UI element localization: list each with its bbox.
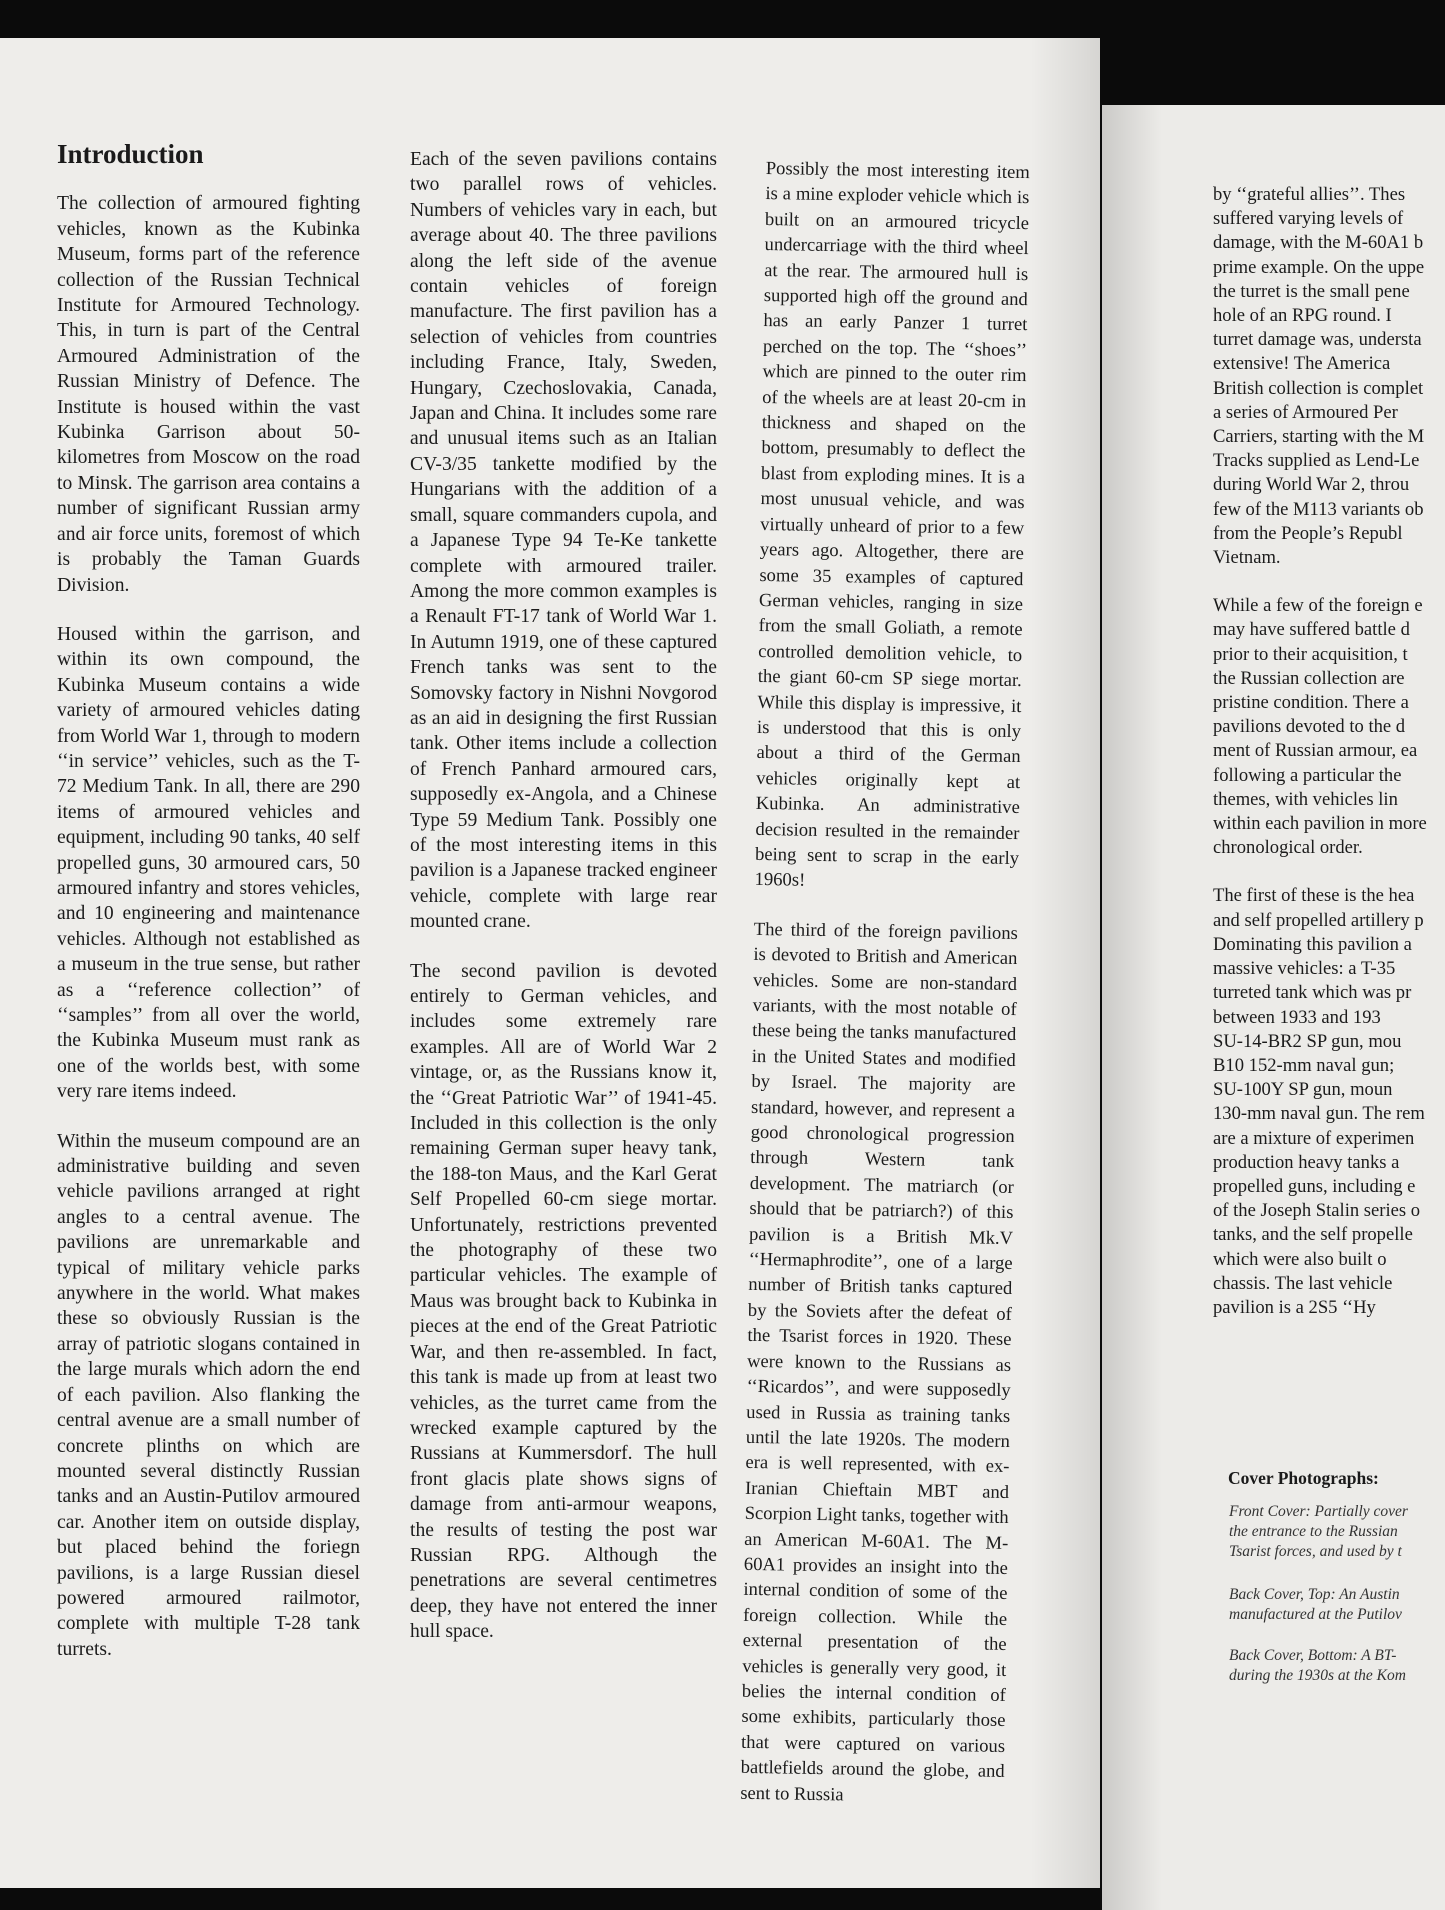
text-line: the Russian collection are <box>1213 667 1405 689</box>
text-line: following a particular the <box>1213 764 1402 786</box>
caption-line: Front Cover: Partially cover <box>1229 1503 1408 1520</box>
text-line: few of the M113 variants ob <box>1213 498 1424 520</box>
text-line: are a mixture of experimen <box>1213 1127 1415 1149</box>
text-line: from the People’s Republ <box>1213 522 1403 544</box>
text-line: British collection is complet <box>1213 377 1424 399</box>
text-line: propelled guns, including e <box>1213 1175 1416 1197</box>
text-line: SU-100Y SP gun, moun <box>1213 1079 1393 1101</box>
text-line: production heavy tanks a <box>1213 1151 1400 1173</box>
paragraph: The second pavilion is devoted entirely to German vehicles, and includes some extremely rare examples. All are of World War 2 vintage, or, as the Russians know it, the ‘‘Great Patriotic War’’ of 1941-45. Included in this collection is the only remaining German super heavy tank, the 188-ton Maus, and the Karl Gerat Self Propelled 60-cm siege mortar. Unfortunately, restrictions prevented the photography of these two particular vehicles. The example of Maus was brought back to Kubinka in pieces at the end of the Great Patriotic War, and then re-assembled. In fact, this tank is made up from at least two vehicles, as the turret came from the wrecked example captured by the Russians at Kummersdorf. The hull front glacis plate shows signs of damage from anti-armour weapons, the results of testing the post war Russian RPG. Although the penetrations are several centimetres deep, they have not entered the inner hull space. <box>410 960 717 1643</box>
text-line: of the Joseph Stalin series o <box>1213 1200 1421 1222</box>
text-line: which were also built o <box>1213 1248 1387 1270</box>
caption-line: Tsarist forces, and used by t <box>1229 1543 1402 1560</box>
caption-line: Back Cover, Top: An Austin <box>1229 1586 1400 1603</box>
text-line: themes, with vehicles lin <box>1213 788 1398 810</box>
text-line: and self propelled artillery p <box>1213 909 1424 931</box>
text-line: prime example. On the uppe <box>1213 256 1425 278</box>
text-line: during World War 2, throu <box>1213 474 1410 496</box>
cover-caption-front <box>1229 1502 1408 1562</box>
text-line: ment of Russian armour, ea <box>1213 740 1418 762</box>
caption-line: during the 1930s at the Kom <box>1229 1667 1406 1684</box>
cover-caption-back-top <box>1229 1585 1402 1625</box>
text-column-4 <box>1213 183 1445 1344</box>
text-line: damage, with the M-60A1 b <box>1213 232 1424 254</box>
text-line: hole of an RPG round. I <box>1213 305 1392 327</box>
text-line: Vietnam. <box>1213 547 1281 569</box>
paragraph: Housed within the garrison, and within its own compound, the Kubinka Museum contains a wide variety of armoured vehicles dating from World War 1, through to modern ‘‘in service’’ vehicles, such as the T-72 Medium Tank. In all, there are 290 items of armoured vehicles and equipment, including 90 tanks, 40 self propelled guns, 30 armoured cars, 50 armoured infantry and stores vehicles, and 10 engineering and maintenance vehicles. Although not established as a museum in the true sense, but rather as a ‘‘reference collection’’ of ‘‘samples’’ from all over the world, the Kubinka Museum must rank as one of the worlds best, with some very rare items indeed. <box>57 623 360 1103</box>
text-line: pavilion is a 2S5 ‘‘Hy <box>1213 1296 1376 1318</box>
text-line: chassis. The last vehicle <box>1213 1272 1393 1294</box>
cover-photographs-title: Cover Photographs: <box>1228 1468 1379 1488</box>
text-line: pristine condition. There a <box>1213 692 1409 714</box>
text-line: turret damage was, understa <box>1213 329 1422 351</box>
text-line: B10 152-mm naval gun; <box>1213 1054 1395 1076</box>
text-line: The first of these is the hea <box>1213 885 1415 907</box>
paragraph: The third of the foreign pavilions is devoted to British and American vehicles. Some are non-standard variants, with the most notable of these being the tanks manufactured in the United States and modified by Israel. The majority are standard, however, and represent a good chronological progression through Western tank development. The matriarch (or should that be patriarch?) of this pavilion is a British Mk.V ‘‘Hermaphrodite’’, one of a large number of British tanks captured by the Soviets after the defeat of the Tsarist forces in 1920. These were known to the Russians as ‘‘Ricardos’’, and were supposedly used in Russia as training tanks until the late 1920s. The modern era is well represented, with ex-Iranian Chieftain MBT and Scorpion Light tanks, together with an American M-60A1. The M-60A1 provides an insight into the internal condition of some of the foreign collection. While the external presentation of the vehicles is generally very good, it belies the internal condition of some exhibits, particularly those that were captured on various battlefields around the globe, and sent to Russia <box>740 918 1018 1806</box>
text-line: chronological order. <box>1213 837 1363 859</box>
text-line: prior to their acquisition, t <box>1213 643 1408 665</box>
paragraph <box>1213 594 1445 860</box>
text-line: the turret is the small pene <box>1213 280 1410 302</box>
text-line: SU-14-BR2 SP gun, mou <box>1213 1030 1402 1052</box>
text-line: by ‘‘grateful allies’’. Thes <box>1213 184 1406 205</box>
caption-line: the entrance to the Russian <box>1229 1523 1398 1540</box>
text-line: may have suffered battle d <box>1213 619 1410 641</box>
paragraph <box>1213 183 1445 570</box>
paragraph: Possibly the most interesting item is a mine exploder vehicle which is built on an armoured tricycle undercarriage with the third wheel at the rear. The armoured hull is supported high off the ground and has an early Panzer 1 turret perched on the top. The ‘‘shoes’’ which are pinned to the outer rim of the wheels are at least 20-cm in thickness and shaped on the bottom, presumably to deflect the blast from exploding mines. It is a most unusual vehicle, and was virtually unheard of prior to a few years ago. Altogether, there are some 35 examples of captured German vehicles, ranging in size from the small Goliath, a remote controlled demolition vehicle, to the giant 60-cm SP siege mortar. While this display is impressive, it is understood that this is only about a third of the German vehicles originally kept at Kubinka. An administrative decision resulted in the remainder being sent to scrap in the early 1960s! <box>754 157 1030 892</box>
text-line: between 1933 and 193 <box>1213 1006 1381 1028</box>
text-line: Tracks supplied as Lend-Le <box>1213 450 1420 472</box>
paragraph: The collection of armoured fighting vehicles, known as the Kubinka Museum, forms part of the reference collection of the Russian Technical Institute for Armoured Technology. This, in turn is part of the Central Armoured Administration of the Russian Ministry of Defence. The Institute is housed within the vast Kubinka Garrison about 50-kilometres from Moscow on the road to Minsk. The garrison area contains a number of significant Russian army and air force units, foremost of which is probably the Taman Guards Division. <box>57 193 360 596</box>
text-line: tanks, and the self propelle <box>1213 1224 1413 1246</box>
text-line: 130-mm naval gun. The rem <box>1213 1103 1425 1125</box>
text-line: extensive! The America <box>1213 353 1391 375</box>
text-line: pavilions devoted to the d <box>1213 716 1406 738</box>
text-line: a series of Armoured Per <box>1213 401 1398 423</box>
text-line: massive vehicles: a T-35 <box>1213 958 1396 980</box>
paragraph: Each of the seven pavilions contains two parallel rows of vehicles. Numbers of vehicles vary in each, but average about 40. The three pavilions along the left side of the avenue contain vehicles of foreign manufacture. The first pavilion has a selection of vehicles from countries including France, Italy, Sweden, Hungary, Czechoslovakia, Canada, Japan and China. It includes some rare and unusual items such as an Italian CV-3/35 tankette modified by the Hungarians with the addition of a small, square commanders cupola, and a Japanese Type 94 Te-Ke tankette complete with armoured trailer. Among the more common examples is a Renault FT-17 tank of World War 1. In Autumn 1919, one of these captured French tanks was sent to the Somovsky factory in Nishni Novgorod as an aid in designing the first Russian tank. Other items include a collection of French Panhard armoured cars, supposedly ex-Angola, and a Chinese Type 59 Medium Tank. Possibly one of the most interesting items in this pavilion is a Japanese tracked engineer vehicle, complete with large rear mounted crane. <box>410 149 717 933</box>
text-line: suffered varying levels of <box>1213 208 1404 230</box>
text-line: Carriers, starting with the M <box>1213 426 1425 448</box>
caption-line: Back Cover, Bottom: A BT- <box>1229 1647 1397 1664</box>
cover-caption-back-bottom <box>1229 1646 1406 1686</box>
text-column-1 <box>57 139 360 1686</box>
right-page-clip <box>1102 105 1445 1910</box>
text-line: turreted tank which was pr <box>1213 982 1412 1004</box>
text-line: While a few of the foreign e <box>1213 595 1423 617</box>
text-line: within each pavilion in more <box>1213 813 1427 835</box>
text-column-3 <box>740 156 1030 1834</box>
caption-line: manufactured at the Putilov <box>1229 1606 1402 1623</box>
text-column-2 <box>410 147 717 1669</box>
paragraph <box>1213 884 1445 1320</box>
page-heading: Introduction <box>57 139 204 169</box>
text-line: Dominating this pavilion a <box>1213 933 1412 955</box>
paragraph: Within the museum compound are an administrative building and seven vehicle pavilions arranged at right angles to a central avenue. The pavilions are unremarkable and typical of military vehicle parks anywhere in the world. What makes these so obviously Russian is the array of patriotic slogans contained in the large murals which adorn the end of each pavilion. Also flanking the central avenue are a small number of concrete plinths on which are mounted several distinctly Russian tanks and an Austin-Putilov armoured car. Another item on outside display, but placed behind the foriegn pavilions, is a large Russian diesel powered armoured railmotor, complete with multiple T-28 tank turrets. <box>57 1130 360 1660</box>
